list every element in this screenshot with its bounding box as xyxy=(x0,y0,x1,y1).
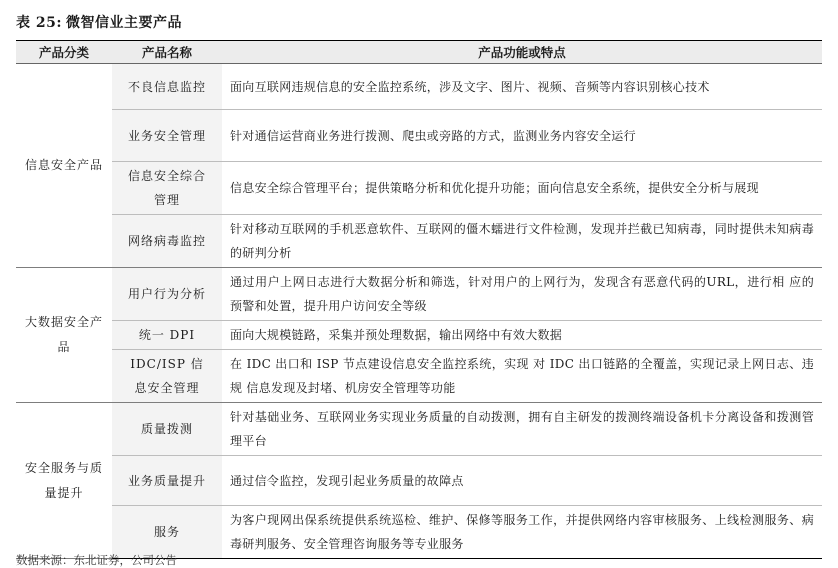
product-desc-cell: 为客户现网出保系统提供系统巡检、维护、保修等服务工作，并提供网络内容审核服务、上线检测服务、病毒研判服务、安全管理咨询服务等专业服务 xyxy=(222,506,822,559)
product-desc-cell: 针对移动互联网的手机恶意软件、互联网的僵木蠕进行文件检测，发现并拦截已知病毒，同时提供未知病毒的研判分析 xyxy=(222,215,822,268)
category-cell: 大数据安全产品 xyxy=(16,268,112,403)
table-header-row xyxy=(16,41,822,64)
table-row xyxy=(16,350,822,403)
table-row xyxy=(16,321,822,350)
product-desc-cell: 针对通信运营商业务进行拨测、爬虫或旁路的方式，监测业务内容安全运行 xyxy=(222,110,822,162)
table-row xyxy=(16,64,822,110)
product-desc-cell: 通过信令监控，发现引起业务质量的故障点 xyxy=(222,456,822,506)
header-product-name: 产品名称 xyxy=(112,41,222,64)
table-row xyxy=(16,403,822,456)
product-name-cell: 信息安全综合管理 xyxy=(112,162,222,215)
table-caption: 微智信业主要产品 xyxy=(66,15,183,31)
product-desc-cell: 在 IDC 出口和 ISP 节点建设信息安全监控系统，实现 对 IDC 出口链路的全覆盖，实现记录上网日志、违规 信息发现及封堵、机房安全管理等功能 xyxy=(222,350,822,403)
product-name-cell: IDC/ISP 信息安全管理 xyxy=(112,350,222,403)
product-desc-cell: 面向互联网违规信息的安全监控系统，涉及文字、图片、视频、音频等内容识别核心技术 xyxy=(222,64,822,110)
product-name-cell: 统一 DPI xyxy=(112,321,222,350)
header-features: 产品功能或特点 xyxy=(222,41,822,64)
product-name-cell: 网络病毒监控 xyxy=(112,215,222,268)
product-name-cell: 不良信息监控 xyxy=(112,64,222,110)
product-name-cell: 质量拨测 xyxy=(112,403,222,456)
product-name-cell: 服务 xyxy=(112,506,222,559)
header-category: 产品分类 xyxy=(16,41,112,64)
data-source-note: 数据来源：东北证券，公司公告 xyxy=(16,553,177,567)
product-name-cell: 业务质量提升 xyxy=(112,456,222,506)
table-row xyxy=(16,268,822,321)
product-desc-cell: 面向大规模链路，采集并预处理数据，输出网络中有效大数据 xyxy=(222,321,822,350)
table-row xyxy=(16,506,822,559)
product-table xyxy=(16,40,822,559)
table-number: 表 25: xyxy=(16,15,63,31)
table-row xyxy=(16,215,822,268)
product-desc-cell: 通过用户上网日志进行大数据分析和筛选，针对用户的上网行为，发现含有恶意代码的URL，进行相 应的预警和处置，提升用户访问安全等级 xyxy=(222,268,822,321)
table-row xyxy=(16,456,822,506)
product-name-cell: 业务安全管理 xyxy=(112,110,222,162)
product-desc-cell: 针对基础业务、互联网业务实现业务质量的自动拨测，拥有自主研发的拨测终端设备机卡分离设备和拨测管理平台 xyxy=(222,403,822,456)
product-name-cell: 用户行为分析 xyxy=(112,268,222,321)
category-cell: 信息安全产品 xyxy=(16,64,112,268)
table-row xyxy=(16,162,822,215)
product-desc-cell: 信息安全综合管理平台；提供策略分析和优化提升功能；面向信息安全系统，提供安全分析与展现 xyxy=(222,162,822,215)
category-cell: 安全服务与质量提升 xyxy=(16,403,112,559)
table-title xyxy=(16,12,186,32)
table-row xyxy=(16,110,822,162)
